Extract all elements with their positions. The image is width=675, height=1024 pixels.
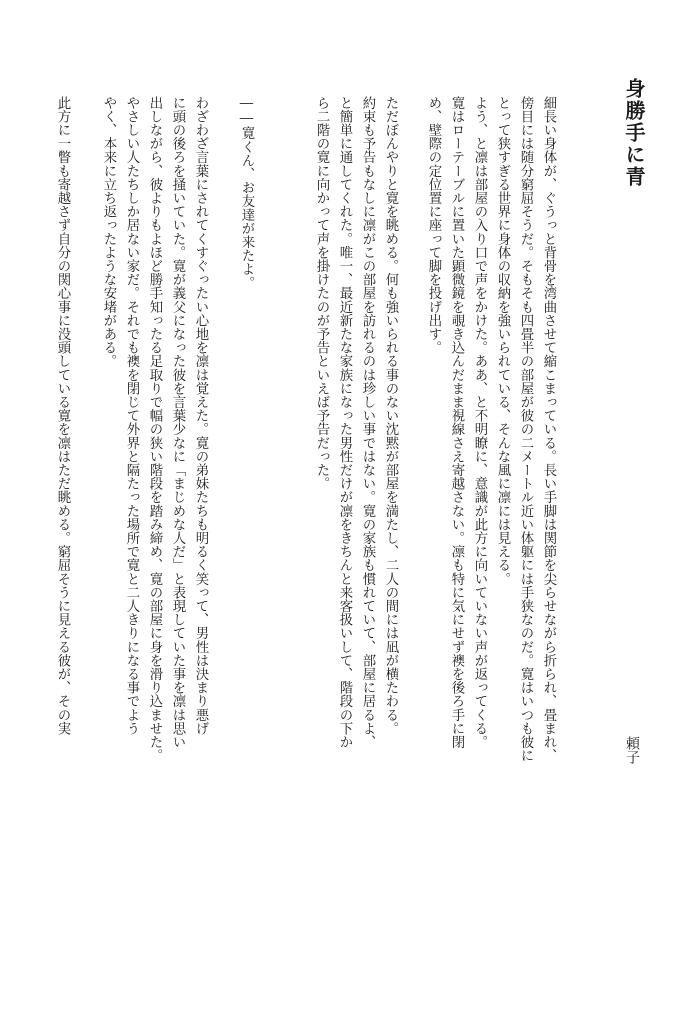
body-line: 細長い身体が、ぐうっと背骨を湾曲させて縮こまっている。長い手脚は関節を尖らせながら折られ、畳まれ、 bbox=[541, 96, 556, 763]
body-line: 約束も予告もなしに凛がこの部屋を訪れるのは珍しい事ではない。寛の家族も慣れていて、部屋に居るよ、 bbox=[360, 96, 375, 749]
body-line: やく、本来に立ち返ったような安堵がある。 bbox=[101, 96, 116, 368]
body-line: 此方に一瞥も寄越さず自分の関心事に没頭している寛を凛はただ眺める。窮屈そうに見える彼が、その実 bbox=[55, 96, 70, 736]
story-title: 身勝手に青 bbox=[622, 78, 646, 188]
body-line: ただぼんやりと寛を眺める。何も強いられる事のない沈黙が部屋を満たし、二人の間には凪が横たわる。 bbox=[383, 96, 398, 736]
dialogue-line: ――寛くん、お友達が来たよ。 bbox=[239, 96, 254, 290]
body-line: やさしい人たちしか居ない家だ。それでも襖を閉じて外界と隔たった場所で寛と二人きりになる事でよう bbox=[124, 96, 139, 736]
body-line: と簡単に通してくれた。唯一、最近新たな家族になった男性だけが凛をきちんと来客扱いして、階段の下か bbox=[337, 96, 352, 749]
body-line: わざわざ言葉にされてくすぐったい心地を凛は覚えた。寛の弟妹たちも明るく笑って、男性は決まり悪げ bbox=[193, 96, 208, 736]
body-line: よう、と凛は部屋の入り口で声をかけた。ああ、と不明瞭に、意識が此方に向いていない声が返ってくる。 bbox=[472, 96, 487, 749]
body-line: め、壁際の定位置に座って脚を投げ出す。 bbox=[426, 96, 441, 355]
body-line: 寛はローテーブルに置いた顕微鏡を覗き込んだまま視線さえ寄越さない。凛も特に気にせず襖を後ろ手に閉 bbox=[449, 96, 464, 749]
body-line: に頭の後ろを掻いていた。寛が義父になった彼を言葉少なに「まじめな人だ」と表現していた事を凛は思い bbox=[170, 96, 185, 749]
body-line: 出しながら、彼よりもよほど勝手知ったる足取りで幅の狭い階段を踏み締め、寛の部屋に身を滑り込ませた。 bbox=[147, 96, 162, 763]
body-line: とって狭すぎる世界に身体の収納を強いられている、そんな風に凛には見える。 bbox=[495, 96, 510, 586]
body-line: 傍目には随分窮屈そうだ。そもそも四畳半の部屋が彼の二メートル近い体躯には手狭なのだ。寛はいつも彼に bbox=[518, 96, 533, 763]
body-line: ら二階の寛に向かって声を掛けたのが予告といえば予告だった。 bbox=[314, 96, 329, 491]
author-name: 頼子 bbox=[624, 736, 640, 764]
